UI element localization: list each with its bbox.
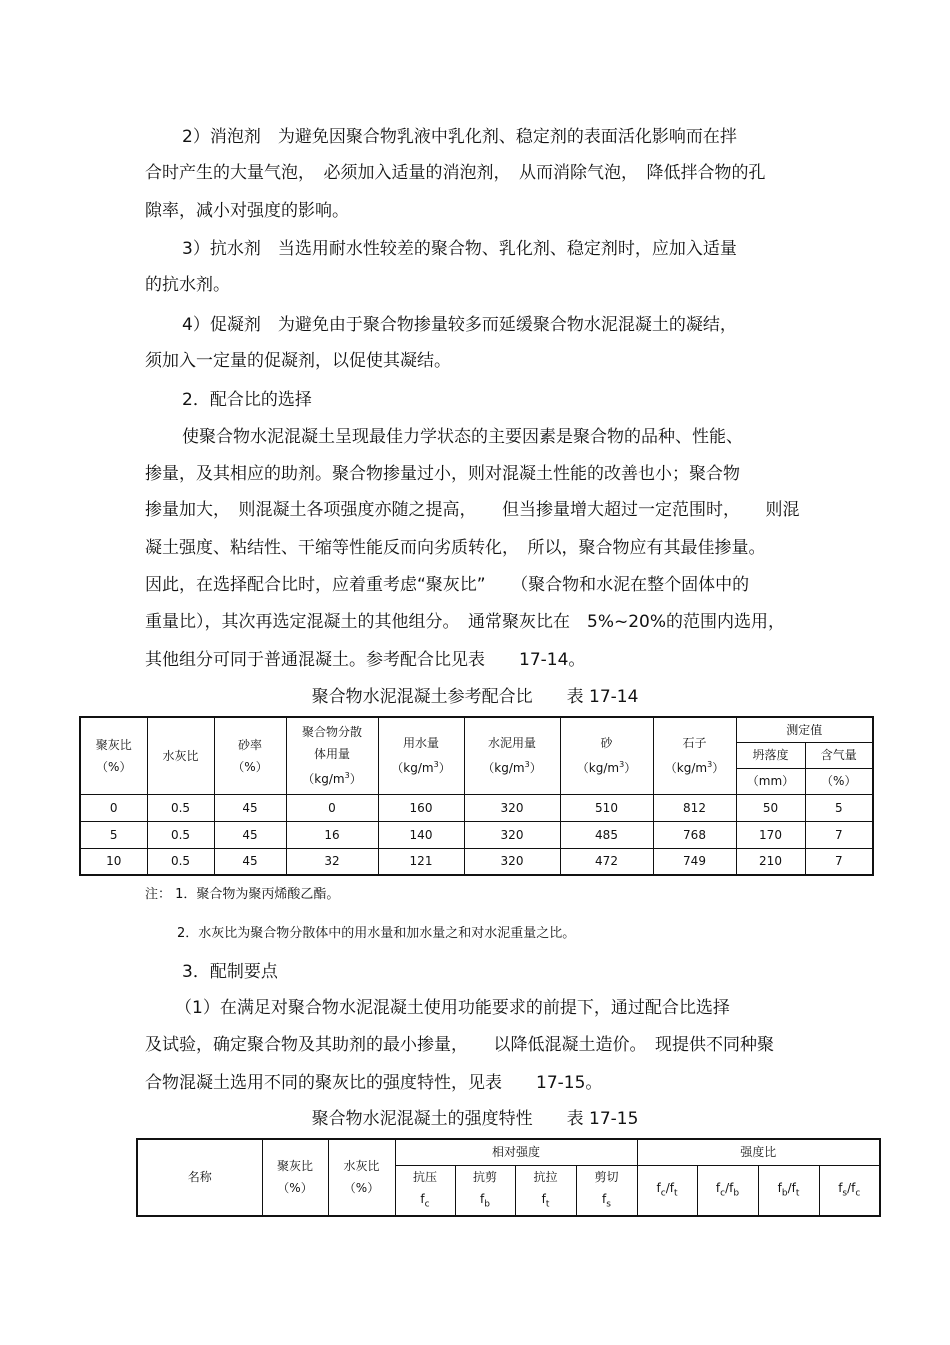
para-prep-line3: 合物混凝土选用不同的聚灰比的强度特性，见表 17-15。 (145, 1073, 603, 1093)
table-cell: 10 (80, 848, 147, 875)
table-17-14 (79, 716, 874, 876)
table-cell: 472 (560, 848, 653, 875)
table-17-15-caption: 聚合物水泥混凝土的强度特性 表 17-15 (311, 1109, 639, 1129)
table-cell: 160 (378, 794, 464, 821)
table-cell: 510 (560, 794, 653, 821)
table-cell: 0 (286, 794, 378, 821)
header-sand: 砂 $(kg/m^3)$ (560, 717, 653, 794)
para-mix-line3: 掺量加大， 则混凝土各项强度亦随之提高， 但当掺量增大超过一定范围时， 则混 (145, 500, 800, 520)
table-cell: 7 (805, 821, 873, 848)
header-ratio-fc-fb: $f_c/f_b$ (697, 1165, 758, 1216)
header-name: 名称 (137, 1139, 262, 1216)
table-cell: 320 (464, 794, 560, 821)
para-additive-accelerator-line1: 4）促凝剂 为避免由于聚合物掺量较多而延缓聚合物水泥混凝土的凝结， (182, 315, 737, 335)
header-water-amount: 用水量 $(kg/m^3)$ (378, 717, 464, 794)
header-cement-amount: 水泥用量 $(kg/m^3)$ (464, 717, 560, 794)
para-mix-line5: 因此，在选择配合比时，应着重考虑“聚灰比” （聚合物和水泥在整个固体中的 (145, 575, 750, 595)
table-cell: 320 (464, 821, 560, 848)
table-cell: 45 (214, 848, 286, 875)
header-sand-ratio: 砂率 （%） (214, 717, 286, 794)
header-poly-cement-ratio: 聚灰比 （%） (80, 717, 147, 794)
para-additive-defoamer-line3: 隙率，减小对强度的影响。 (145, 201, 349, 221)
header-gravel: 石子 $(kg/m^3)$ (653, 717, 736, 794)
table-cell: 320 (464, 848, 560, 875)
table-cell: 768 (653, 821, 736, 848)
para-mix-line4: 凝土强度、粘结性、干缩等性能反而向劣质转化， 所以，聚合物应有其最佳掺量。 (145, 538, 766, 558)
table-cell: 121 (378, 848, 464, 875)
para-mix-line6: 重量比），其次再选定混凝土的其他组分。 通常聚灰比在 5%~20%的范围内选用， (145, 612, 785, 632)
header-tensile: 抗拉 $f_t$ (515, 1165, 576, 1216)
table-cell: 5 (80, 821, 147, 848)
para-additive-defoamer-line2: 合时产生的大量气泡， 必须加入适量的消泡剂， 从而消除气泡， 降低拌合物的孔 (145, 163, 766, 183)
table-cell: 5 (805, 794, 873, 821)
para-prep-line1: （1）在满足对聚合物水泥混凝土使用功能要求的前提下，通过配合比选择 (175, 998, 730, 1018)
header-relative-strength: 相对强度 (395, 1139, 637, 1165)
header-measured-values: 测定值 (736, 717, 873, 742)
header-shear: 剪切 $f_s$ (576, 1165, 637, 1216)
section-heading-preparation: 3．配制要点 (182, 962, 278, 982)
header-strength-ratio: 强度比 (637, 1139, 880, 1165)
para-additive-waterproof-line1: 3）抗水剂 当选用耐水性较差的聚合物、乳化剂、稳定剂时，应加入适量 (182, 239, 737, 259)
table-cell: 170 (736, 821, 805, 848)
table-cell: 16 (286, 821, 378, 848)
header-flexural: 抗剪 $f_b$ (455, 1165, 515, 1216)
table-cell: 0.5 (147, 821, 214, 848)
header-ratio-fs-fc: $f_s/f_c$ (819, 1165, 880, 1216)
header-slump-unit: （mm） (736, 768, 805, 794)
section-heading-mix-ratio: 2．配合比的选择 (182, 390, 312, 410)
table-cell: 140 (378, 821, 464, 848)
para-prep-line2: 及试验，确定聚合物及其助剂的最小掺量， 以降低混凝土造价。 现提供不同种聚 (145, 1035, 774, 1055)
table-note-2: 2．水灰比为聚合物分散体中的用水量和加水量之和对水泥重量之比。 (177, 926, 576, 941)
table-cell: 0 (80, 794, 147, 821)
table-cell: 210 (736, 848, 805, 875)
para-additive-defoamer-line1: 2）消泡剂 为避免因聚合物乳液中乳化剂、稳定剂的表面活化影响而在拌 (182, 127, 737, 147)
para-additive-accelerator-line2: 须加入一定量的促凝剂，以促使其凝结。 (145, 351, 451, 371)
table-cell: 50 (736, 794, 805, 821)
header-ratio-fc-ft: $f_c/f_t$ (637, 1165, 697, 1216)
header-compressive: 抗压 $f_c$ (395, 1165, 455, 1216)
para-mix-line7: 其他组分可同于普通混凝土。参考配合比见表 17-14。 (145, 650, 586, 670)
table-row (80, 848, 873, 875)
header-air-content: 含气量 (805, 742, 873, 768)
para-mix-line2: 掺量，及其相应的助剂。聚合物掺量过小，则对混凝土性能的改善也小；聚合物 (145, 464, 740, 484)
header-polymer-dispersion: 聚合物分散 体用量 $(kg/m^3)$ (286, 717, 378, 794)
para-additive-waterproof-line2: 的抗水剂。 (145, 275, 230, 295)
table-cell: 0.5 (147, 848, 214, 875)
table-cell: 32 (286, 848, 378, 875)
para-mix-line1: 使聚合物水泥混凝土呈现最佳力学状态的主要因素是聚合物的品种、性能、 (182, 427, 743, 447)
table-cell: 45 (214, 794, 286, 821)
header-poly-cement-ratio: 聚灰比 （%） (262, 1139, 328, 1216)
table-cell: 812 (653, 794, 736, 821)
header-air-unit: （%） (805, 768, 873, 794)
table-row (80, 821, 873, 848)
table-cell: 45 (214, 821, 286, 848)
table-17-14-caption: 聚合物水泥混凝土参考配合比 表 17-14 (311, 687, 639, 707)
header-water-cement-ratio: 水灰比 (147, 717, 214, 794)
table-row (80, 794, 873, 821)
header-ratio-fb-ft: $f_b/f_t$ (758, 1165, 819, 1216)
table-note-1: 注： 1．聚合物为聚丙烯酸乙酯。 (145, 887, 340, 902)
table-cell: 485 (560, 821, 653, 848)
table-17-15 (136, 1138, 881, 1217)
table-cell: 0.5 (147, 794, 214, 821)
table-cell: 749 (653, 848, 736, 875)
table-cell: 7 (805, 848, 873, 875)
header-slump: 坍落度 (736, 742, 805, 768)
header-water-cement-ratio: 水灰比 （%） (328, 1139, 395, 1216)
